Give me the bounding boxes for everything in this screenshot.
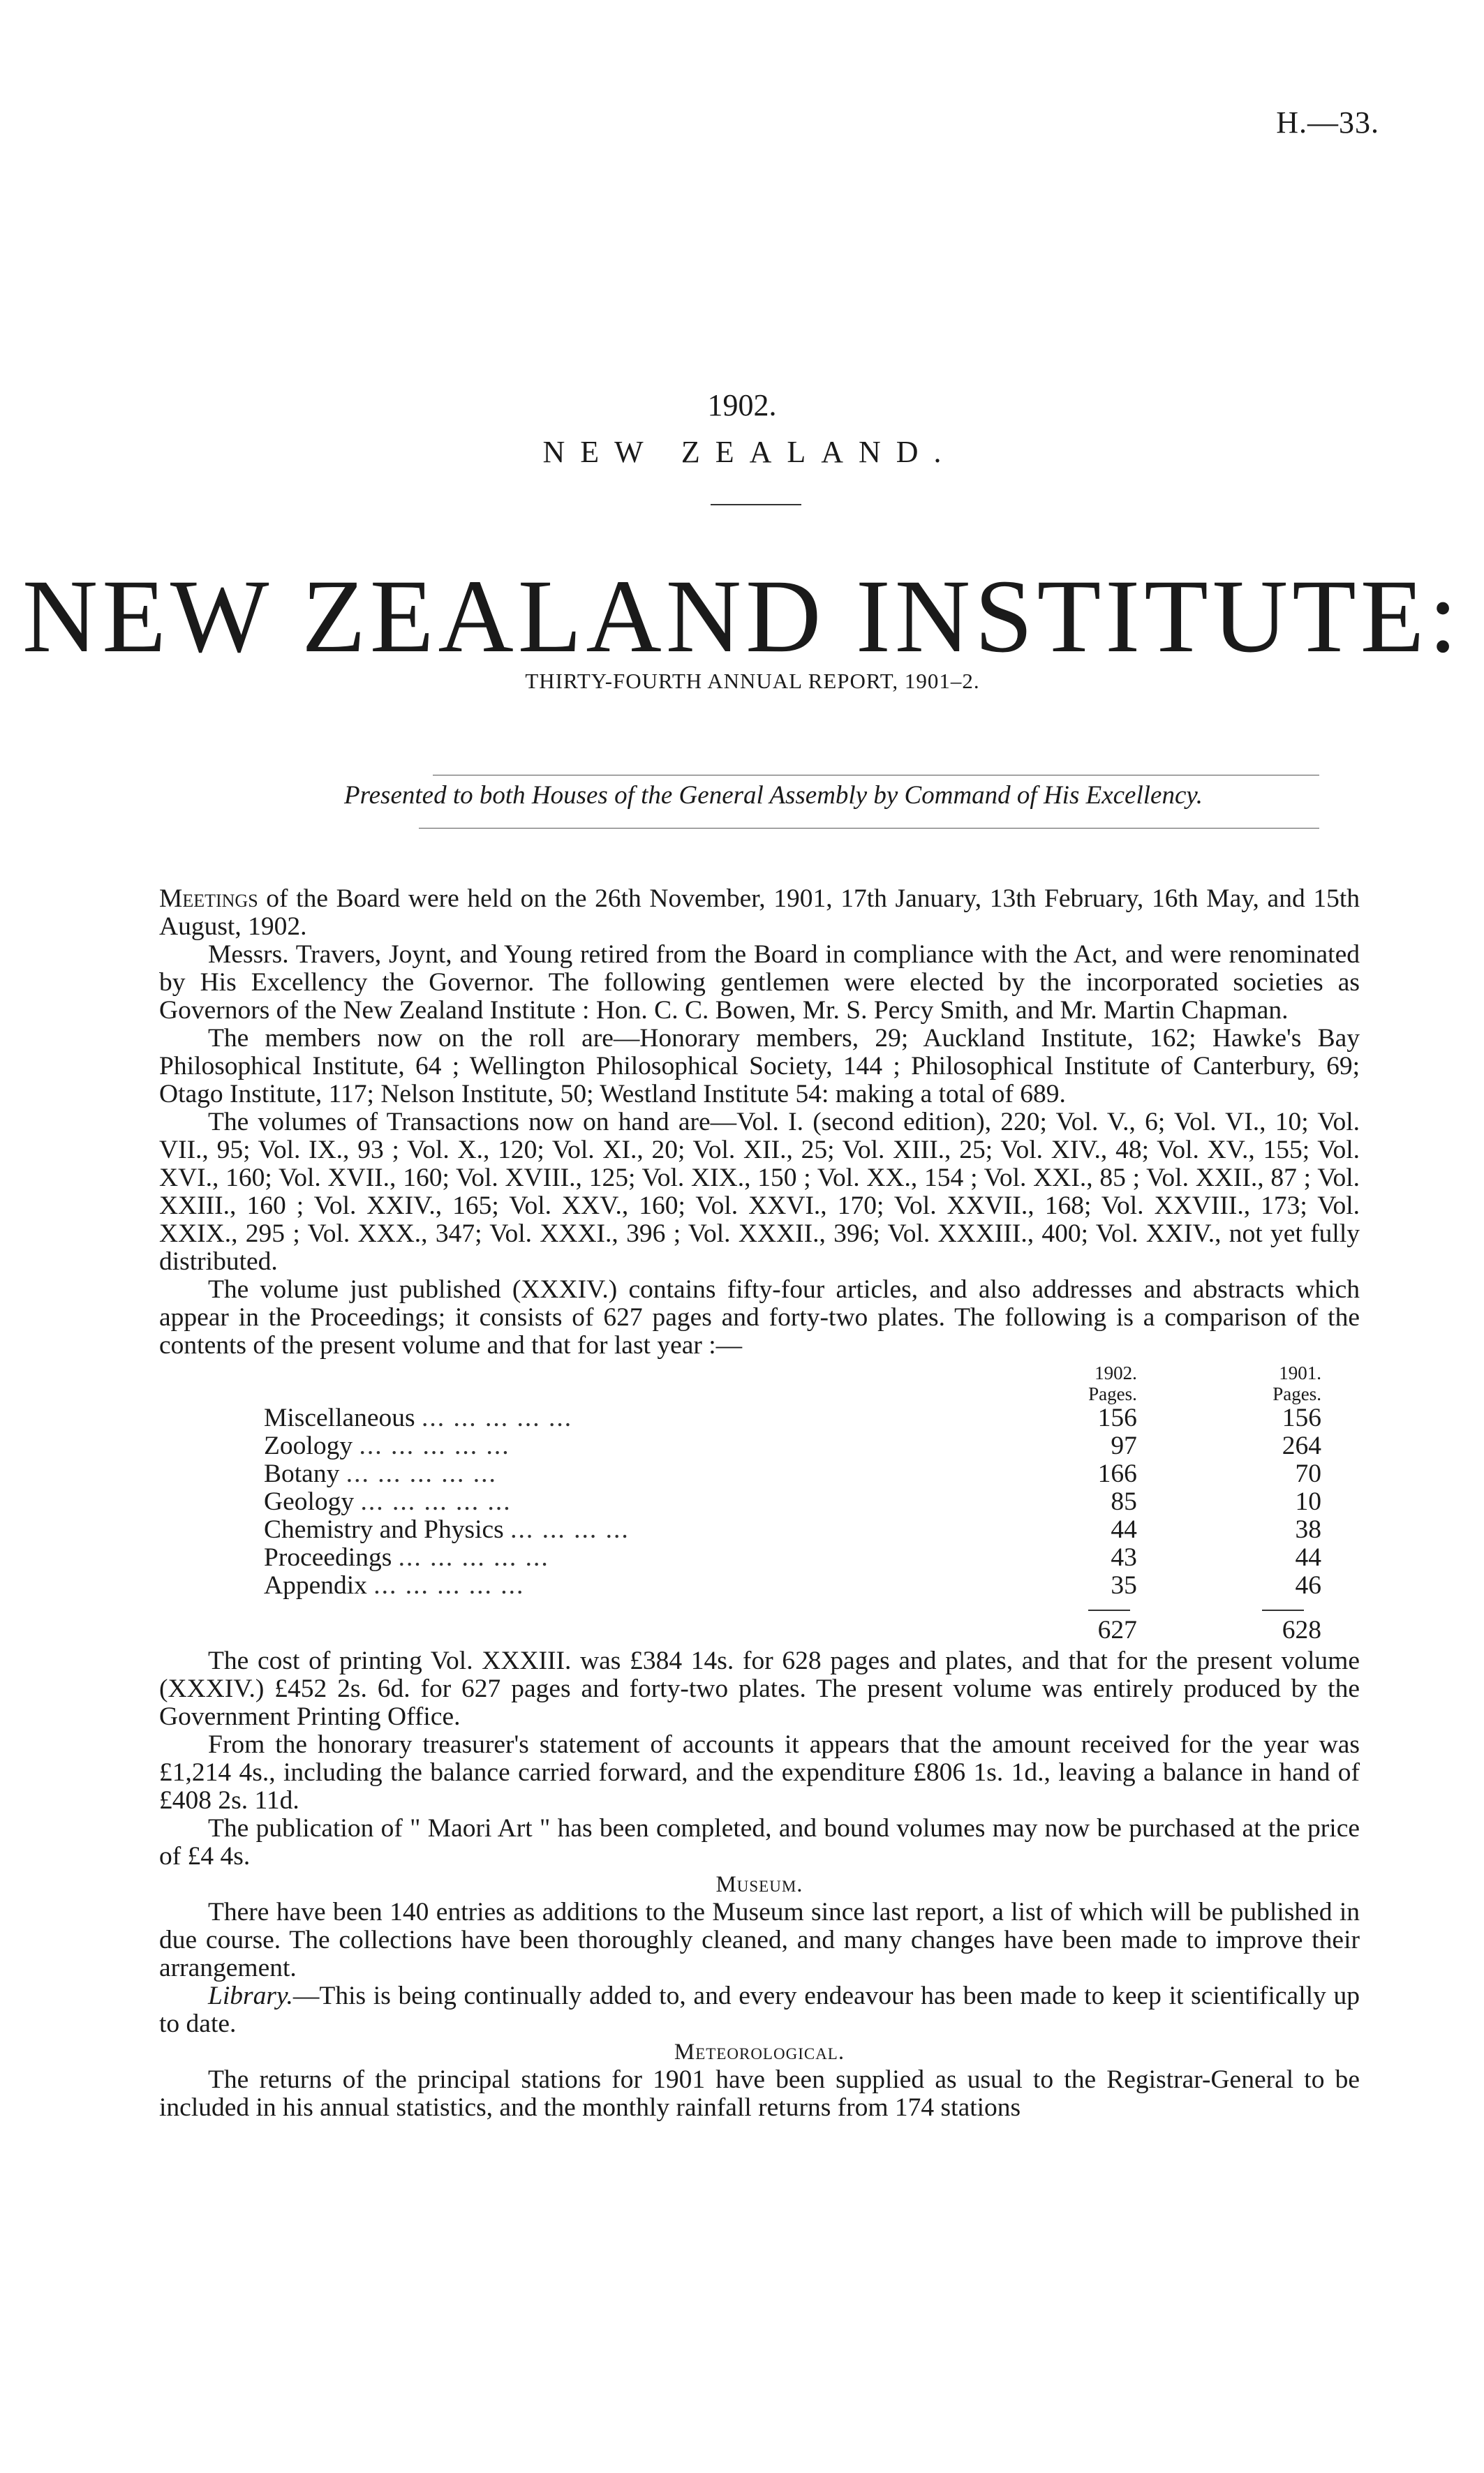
museum-heading: Museum. (715, 1872, 803, 1897)
page-reference: H.—33. (1276, 105, 1379, 140)
total-rule-1901 (1186, 1600, 1360, 1617)
total-1902: 627 (1097, 1616, 1137, 1644)
table-row (264, 1460, 1360, 1488)
library-label: Library. (208, 1982, 293, 2010)
report-year: 1902. (707, 388, 777, 422)
row-label: Miscellaneous (264, 1404, 415, 1432)
value-1902: 166 (1097, 1460, 1137, 1488)
paragraph-published: The volume just published (XXXIV.) contains fifty-four articles, and also addresses and abstracts which appear in the Proceedings; it consists of 627 pages and forty-two plates. The following is a comparison of the contents of the present volume and that for last year :— (159, 1275, 1360, 1360)
value-1901: 38 (1295, 1515, 1321, 1544)
comparison-table (264, 1362, 1360, 1644)
meetings-text: of the Board were held on the 26th November, 1901, 17th January, 13th February, 16th May, and 15th August, 1902. (159, 884, 1360, 941)
paragraph-cost: The cost of printing Vol. XXXIII. was £384 14s. for 628 pages and plates, and that for the present volume (XXXIV.) £452 2s. 6d. for 627 pages and forty-two plates. The present volume was entirely produced by the Government Printing Office. (159, 1647, 1360, 1731)
row-label: Proceedings (264, 1543, 392, 1572)
unit-1902: Pages. (1088, 1383, 1137, 1404)
value-1901: 46 (1295, 1571, 1321, 1600)
value-1902: 43 (1111, 1543, 1137, 1572)
value-1901: 10 (1295, 1487, 1321, 1516)
paragraph-volumes: The volumes of Transactions now on hand are—Vol. I. (second edition), 220; Vol. V., 6; Vol. VI., 10; Vol. VII., 95; Vol. IX., 93 ; Vol. X., 120; Vol. XI., 20; Vol. XII., 25; Vol. XIII., 25; Vol. XIV., 48; Vol. XV., 155; Vol. XVI., 160; Vol. XVII., 160; Vol. XVIII., 125; Vol. XIX., 150 ; Vol. XX., 154 ; Vol. XXI., 85 ; Vol. XXII., 87 ; Vol. XXIII., 160 ; Vol. XXIV., 165; Vol. XXV., 160; Vol. XXVI., 170; Vol. XXVII., 168; Vol. XXVIII., 173; Vol. XXIX., 295 ; Vol. XXX., 347; Vol. XXXI., 396 ; Vol. XXXII., 396; Vol. XXXIII., 400; Vol. XXIV., not yet fully distributed. (159, 1108, 1360, 1276)
table-row (264, 1488, 1360, 1516)
paragraph-treasurer: From the honorary treasurer's statement of accounts it appears that the amount received for the year was £1,214 4s., including the balance carried forward, and the expenditure £806 1s. 1d., leaving a balance in hand of £408 2s. 11d. (159, 1730, 1360, 1815)
value-1902: 44 (1111, 1515, 1137, 1544)
leader-dots: ... ... ... ... ... (398, 1543, 549, 1572)
leader-dots: ... ... ... ... ... (359, 1432, 510, 1460)
country-heading: NEW ZEALAND. (542, 435, 957, 469)
meetings-lead: Meetings (159, 884, 258, 913)
value-1901: 156 (1282, 1404, 1321, 1432)
unit-1901: Pages. (1272, 1383, 1321, 1404)
total-rule-row (264, 1600, 1360, 1617)
value-1901: 70 (1295, 1460, 1321, 1488)
leader-dots: ... ... ... ... ... (373, 1571, 525, 1600)
header-1901: 1901. (1279, 1362, 1321, 1383)
paragraph-meetings (159, 885, 1360, 941)
table-row (264, 1432, 1360, 1460)
total-rule-1902 (1017, 1600, 1186, 1617)
row-label: Chemistry and Physics (264, 1515, 504, 1544)
report-body (159, 885, 1360, 2122)
header-1902: 1902. (1095, 1362, 1137, 1383)
paragraph-members: The members now on the roll are—Honorary members, 29; Auckland Institute, 162; Hawke's Bay Philosophical Institute, 64 ; Wellington Philosophical Society, 144 ; Philosophical Institute of Canterbury, 69; Otago Institute, 117; Nelson Institute, 50; Westland Institute 54: making a total of 689. (159, 1024, 1360, 1108)
value-1902: 156 (1097, 1404, 1137, 1432)
table-header-units (264, 1383, 1360, 1404)
short-divider (711, 504, 801, 505)
leader-dots: ... ... ... ... ... (360, 1487, 512, 1516)
leader-dots: ... ... ... ... (510, 1515, 630, 1544)
value-1902: 35 (1111, 1571, 1137, 1600)
paragraph-meteorological: The returns of the principal stations for 1901 have been supplied as usual to the Registrar-General to be included in his annual statistics, and the monthly rainfall returns from 174 stations (159, 2065, 1360, 2122)
value-1902: 97 (1111, 1432, 1137, 1460)
row-label: Botany (264, 1460, 340, 1488)
table-row (264, 1544, 1360, 1572)
leader-dots: ... ... ... ... ... (422, 1404, 573, 1432)
value-1901: 44 (1295, 1543, 1321, 1572)
total-1901: 628 (1282, 1616, 1321, 1644)
divider-bottom (419, 828, 1319, 829)
value-1902: 85 (1111, 1487, 1137, 1516)
paragraph-library (159, 1982, 1360, 2038)
paragraph-board: Messrs. Travers, Joynt, and Young retired from the Board in compliance with the Act, and were renominated by His Excellency the Governor. The following gentlemen were elected by the incorporated societies as Governors of the New Zealand Institute : Hon. C. C. Bowen, Mr. S. Percy Smith, and Mr. Martin Chapman. (159, 940, 1360, 1025)
leader-dots: ... ... ... ... ... (346, 1460, 497, 1488)
document-subtitle: THIRTY-FOURTH ANNUAL REPORT, 1901–2. (525, 669, 980, 693)
table-header-years (264, 1362, 1360, 1383)
row-label: Geology (264, 1487, 355, 1516)
row-label: Appendix (264, 1571, 367, 1600)
paragraph-museum: There have been 140 entries as additions to the Museum since last report, a list of which will be published in due course. The collections have been thoroughly cleaned, and many changes have been made to improve their arrangement. (159, 1898, 1360, 1982)
document-title: NEW ZEALAND INSTITUTE: (22, 558, 1462, 674)
table-row (264, 1404, 1360, 1432)
row-label: Zoology (264, 1432, 353, 1460)
meteorological-heading: Meteorological. (674, 2040, 845, 2065)
presented-line: Presented to both Houses of the General Assembly by Command of His Excellency. (344, 781, 1203, 810)
total-row (264, 1617, 1360, 1644)
table-row (264, 1572, 1360, 1600)
library-text: —This is being continually added to, and every endeavour has been made to keep it scientifically up to date. (159, 1982, 1360, 2038)
paragraph-maori-art: The publication of " Maori Art " has been completed, and bound volumes may now be purchased at the price of £4 4s. (159, 1814, 1360, 1871)
table-row (264, 1516, 1360, 1544)
value-1901: 264 (1282, 1432, 1321, 1460)
